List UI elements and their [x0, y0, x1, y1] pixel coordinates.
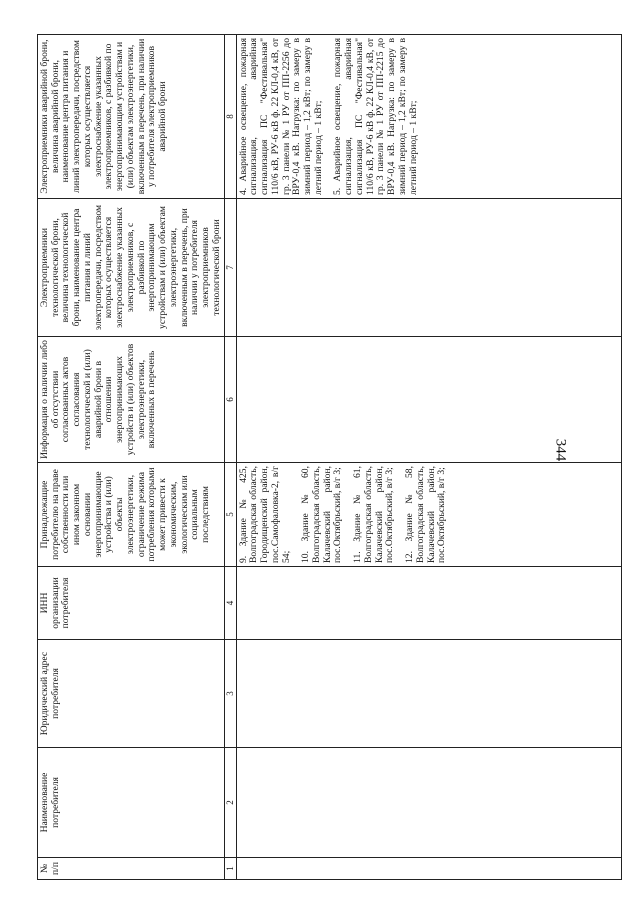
object-entry: 10. Здание № 60, Волгоградская область, Калачевский район, пос.Октябрьский, в/г 3;: [300, 466, 344, 563]
emergency-reserve-entry: 5. Аварийное освещение, пожарная сигнализация, аварийная сигнализация ПС "Фестивальная" 110/6 кВ, РУ-6 кВ ф. 22 КЛ-0,4 кВ, от гр. 3 панели № 1 РУ от ПП-2215 до ВРУ-0,4 кВ. Нагрузка: по замеру в зимний период – 1,2 кВт; по замеру в летний период – 1 кВт;: [332, 38, 419, 195]
column-number-5: 5: [225, 463, 236, 567]
table-row: [236, 35, 621, 880]
cell-acts-info: [236, 337, 621, 463]
cell-number: [236, 858, 621, 880]
header-cell-3: Юридический адрес потребителя: [38, 640, 225, 748]
cell-inn: [236, 567, 621, 640]
column-number-6: 6: [225, 337, 236, 463]
column-number-4: 4: [225, 567, 236, 640]
object-entry: 9. Здание № 425, Волгоградская область, Городищенский район, пос.Самофаловка-2, в/г 54;: [237, 466, 292, 563]
emergency-reserve-entry: 4. Аварийное освещение, пожарная сигнализация, аварийная сигнализация ПС "Фестивальная" 110/6 кВ, РУ-6 кВ ф. 22 КЛ-0,4 кВ, от гр. 3 панели № 1 РУ от ПП-2256 до ВРУ-0,4 кВ. Нагрузка: по замеру в зимний период – 1,2 кВт; по замеру в летний период – 1 кВт;: [237, 38, 324, 195]
header-row: [38, 35, 225, 880]
header-cell-8: Электроприемники аварийной брони, величина аварийной брони, наименование центра питания и линий электропередачи, посредством которых осуществляется электроснабжение указанных электроприемников, с разбивкой по энергопринимающим устройствам и (или) объектам электроэнергетики, включенным в перечень, при наличии у потребителя электроприемников аварийной брони: [38, 35, 225, 199]
cell-emergency-reserve: [236, 35, 621, 199]
cell-objects: [236, 463, 621, 567]
column-number-2: 2: [225, 748, 236, 858]
object-entry: 12. Здание № 58, Волгоградская область, Калачевский район, пос.Октябрьский, в/г 3;: [404, 466, 448, 563]
cell-legal-address: [236, 640, 621, 748]
header-cell-1: № п/п: [38, 858, 225, 880]
header-cell-6: Информация о наличии либо об отсутствии согласованных актов согласования технологической и (или) аварийной брони в отношении энергопринимающих устройств и (или) объектов электроэнергетики, включенных в перечень: [38, 337, 225, 463]
column-number-1: 1: [225, 858, 236, 880]
reserve-consumers-table: [37, 34, 622, 880]
column-number-8: 8: [225, 35, 236, 199]
page-number: 344: [552, 438, 569, 462]
header-cell-4: ИНН организации потребителя: [38, 567, 225, 640]
object-entry: 11. Здание № 61, Волгоградская область, Калачевский район, пос.Октябрьский, в/г 3;: [352, 466, 396, 563]
cell-technological-reserve: [236, 199, 621, 337]
header-cell-7: Электроприемники технологической брони, величина технологической брони, наименование центра питания и линий электропередачи, посредством которых осуществляется электроснабжение указанных электроприемников, с разбивкой по энергопринимающим устройствам и (или) объектам электроэнергетики, включенным в перечень, при наличии у потребителя электроприемников технологической брони: [38, 199, 225, 337]
document-table-rotated: [37, 35, 597, 880]
column-number-row: [225, 35, 236, 880]
column-number-7: 7: [225, 199, 236, 337]
header-cell-2: Наименование потребителя: [38, 748, 225, 858]
cell-consumer-name: [236, 748, 621, 858]
header-cell-5: Принадлежащие потребителю на праве собственности или ином законном основании энергопринимающие устройства и (или) объекты электроэнергетики, ограничение режима потребления которыми может привести к экономическим, экологическим или социальным последствиям: [38, 463, 225, 567]
column-number-3: 3: [225, 640, 236, 748]
